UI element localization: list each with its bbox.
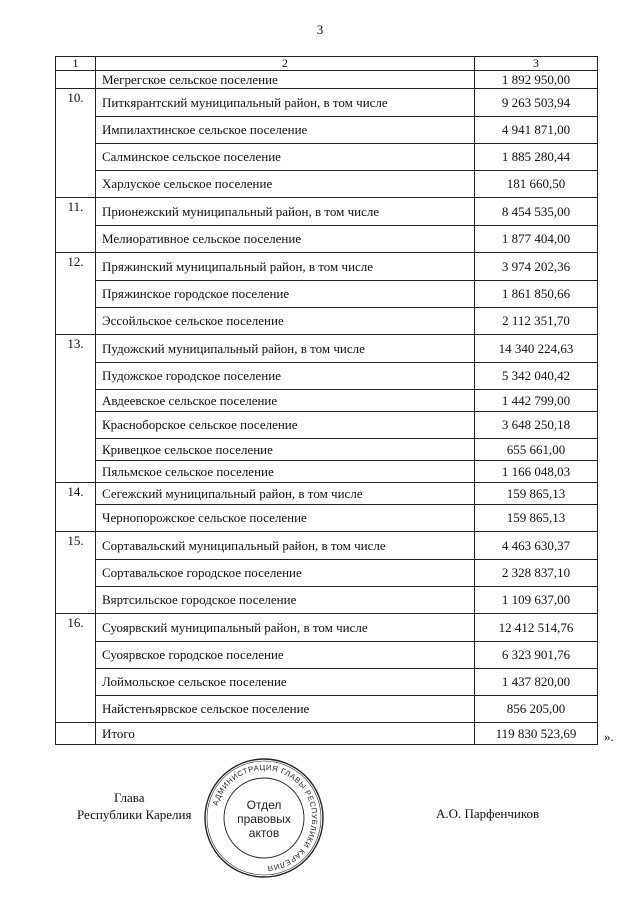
municipality-name: Салминское сельское поселение bbox=[96, 144, 475, 171]
row-number bbox=[56, 71, 96, 89]
signatory-title bbox=[77, 789, 191, 823]
amount-value: 8 454 535,00 bbox=[475, 198, 598, 226]
municipality-name: Красноборское сельское поселение bbox=[96, 412, 475, 439]
amount-value: 1 885 280,44 bbox=[475, 144, 598, 171]
total-label: Итого bbox=[96, 723, 475, 745]
table-row bbox=[56, 461, 598, 483]
table-row bbox=[56, 505, 598, 532]
amount-value: 159 865,13 bbox=[475, 505, 598, 532]
table-row bbox=[56, 253, 598, 281]
signatory-title-line2: Республики Карелия bbox=[77, 807, 192, 822]
signatory-title-line1: Глава bbox=[114, 790, 145, 805]
allocation-table bbox=[55, 56, 598, 745]
municipality-name: Пряжинский муниципальный район, в том числе bbox=[96, 253, 475, 281]
amount-value: 1 442 799,00 bbox=[475, 390, 598, 412]
svg-text:актов: актов bbox=[248, 826, 280, 840]
table-row bbox=[56, 226, 598, 253]
amount-value: 14 340 224,63 bbox=[475, 335, 598, 363]
table-row bbox=[56, 390, 598, 412]
svg-text:правовых: правовых bbox=[237, 812, 291, 826]
table-row bbox=[56, 89, 598, 117]
header-col-3: 3 bbox=[475, 57, 598, 71]
table-row bbox=[56, 308, 598, 335]
amount-value: 3 974 202,36 bbox=[475, 253, 598, 281]
amount-value: 9 263 503,94 bbox=[475, 89, 598, 117]
total-row bbox=[56, 723, 598, 745]
amount-value: 1 892 950,00 bbox=[475, 71, 598, 89]
municipality-name: Лоймольское сельское поселение bbox=[96, 669, 475, 696]
row-number: 11. bbox=[56, 198, 96, 253]
municipality-name: Сортавальский муниципальный район, в том числе bbox=[96, 532, 475, 560]
table-row bbox=[56, 642, 598, 669]
municipality-name: Прионежский муниципальный район, в том числе bbox=[96, 198, 475, 226]
table-row bbox=[56, 198, 598, 226]
municipality-name: Эссойльское сельское поселение bbox=[96, 308, 475, 335]
amount-value: 4 463 630,37 bbox=[475, 532, 598, 560]
page-number: 3 bbox=[316, 22, 324, 37]
amount-value: 2 112 351,70 bbox=[475, 308, 598, 335]
municipality-name: Сортавальское городское поселение bbox=[96, 560, 475, 587]
municipality-name: Сегежский муниципальный район, в том числе bbox=[96, 483, 475, 505]
table-row bbox=[56, 171, 598, 198]
municipality-name: Импилахтинское сельское поселение bbox=[96, 117, 475, 144]
table-row bbox=[56, 439, 598, 461]
amount-value: 1 437 820,00 bbox=[475, 669, 598, 696]
municipality-name: Пряжинское городское поселение bbox=[96, 281, 475, 308]
header-col-1: 1 bbox=[56, 57, 96, 71]
municipality-name: Найстенъярвское сельское поселение bbox=[96, 696, 475, 723]
municipality-name: Вяртсильское городское поселение bbox=[96, 587, 475, 614]
municipality-name: Пяльмское сельское поселение bbox=[96, 461, 475, 483]
total-empty-cell bbox=[56, 723, 96, 745]
table-row bbox=[56, 532, 598, 560]
row-number: 16. bbox=[56, 614, 96, 723]
table-row bbox=[56, 587, 598, 614]
signer-name: А.О. Парфенчиков bbox=[436, 806, 540, 821]
svg-text:Отдел: Отдел bbox=[246, 798, 282, 812]
amount-value: 1 166 048,03 bbox=[475, 461, 598, 483]
table-row bbox=[56, 696, 598, 723]
amount-value: 655 661,00 bbox=[475, 439, 598, 461]
amount-value: 6 323 901,76 bbox=[475, 642, 598, 669]
municipality-name: Суоярвский муниципальный район, в том числе bbox=[96, 614, 475, 642]
amount-value: 856 205,00 bbox=[475, 696, 598, 723]
table-row bbox=[56, 412, 598, 439]
row-number: 14. bbox=[56, 483, 96, 532]
table-row bbox=[56, 669, 598, 696]
municipality-name: Харлуское сельское поселение bbox=[96, 171, 475, 198]
table-row bbox=[56, 144, 598, 171]
amount-value: 4 941 871,00 bbox=[475, 117, 598, 144]
table-row bbox=[56, 614, 598, 642]
amount-value: 1 109 637,00 bbox=[475, 587, 598, 614]
municipality-name: Кривецкое сельское поселение bbox=[96, 439, 475, 461]
total-value: 119 830 523,69 bbox=[475, 723, 598, 745]
municipality-name: Мелиоративное сельское поселение bbox=[96, 226, 475, 253]
amount-value: 5 342 040,42 bbox=[475, 363, 598, 390]
row-number: 15. bbox=[56, 532, 96, 614]
row-number: 13. bbox=[56, 335, 96, 483]
svg-text:АДМИНИСТРАЦИЯ ГЛАВЫ РЕСПУБЛИКИ: АДМИНИСТРАЦИЯ ГЛАВЫ РЕСПУБЛИКИ КАРЕЛИЯ bbox=[210, 762, 320, 873]
municipality-name: Авдеевское сельское поселение bbox=[96, 390, 475, 412]
municipality-name: Пудожский муниципальный район, в том числе bbox=[96, 335, 475, 363]
row-number: 10. bbox=[56, 89, 96, 198]
header-col-2: 2 bbox=[96, 57, 475, 71]
municipality-name: Питкярантский муниципальный район, в том числе bbox=[96, 89, 475, 117]
municipality-name: Пудожское городское поселение bbox=[96, 363, 475, 390]
row-number: 12. bbox=[56, 253, 96, 335]
table-row bbox=[56, 363, 598, 390]
amount-value: 159 865,13 bbox=[475, 483, 598, 505]
municipality-name: Суоярвское городское поселение bbox=[96, 642, 475, 669]
municipality-name: Чернопорожское сельское поселение bbox=[96, 505, 475, 532]
table-row bbox=[56, 335, 598, 363]
table-row bbox=[56, 560, 598, 587]
table-header-row bbox=[56, 57, 598, 71]
municipality-name: Мегрегское сельское поселение bbox=[96, 71, 475, 89]
table-row bbox=[56, 281, 598, 308]
amount-value: 181 660,50 bbox=[475, 171, 598, 198]
amount-value: 1 861 850,66 bbox=[475, 281, 598, 308]
table-row bbox=[56, 71, 598, 89]
seal-stamp bbox=[202, 756, 326, 880]
amount-value: 3 648 250,18 bbox=[475, 412, 598, 439]
table-row bbox=[56, 483, 598, 505]
table-row bbox=[56, 117, 598, 144]
amount-value: 12 412 514,76 bbox=[475, 614, 598, 642]
amount-value: 1 877 404,00 bbox=[475, 226, 598, 253]
amount-value: 2 328 837,10 bbox=[475, 560, 598, 587]
closing-quote: ». bbox=[604, 729, 614, 744]
